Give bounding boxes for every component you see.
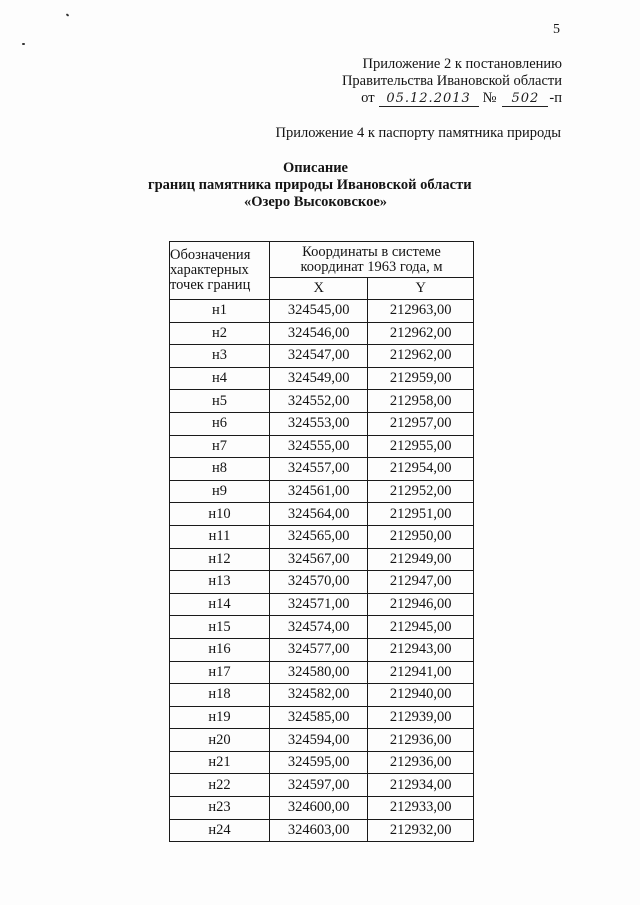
y-coordinate-cell: 212943,00: [368, 638, 474, 661]
y-coordinate-cell: 212933,00: [368, 797, 474, 820]
table-row: [170, 638, 474, 661]
table-row: [170, 300, 474, 323]
y-coordinate-cell: 212952,00: [368, 480, 474, 503]
x-coordinate-cell: 324545,00: [270, 300, 368, 323]
table-row: [170, 729, 474, 752]
y-coordinate-cell: 212940,00: [368, 684, 474, 707]
y-coordinate-cell: 212963,00: [368, 300, 474, 323]
title-line-1: Описание: [283, 160, 348, 176]
table-row: [170, 525, 474, 548]
y-coordinate-cell: 212939,00: [368, 706, 474, 729]
table-row: [170, 503, 474, 526]
y-coordinate-cell: 212941,00: [368, 661, 474, 684]
number-suffix: -п: [549, 90, 562, 106]
scan-speck: [66, 13, 70, 16]
document-title: [0, 160, 640, 211]
x-coordinate-cell: 324557,00: [270, 458, 368, 481]
y-coordinate-cell: 212955,00: [368, 435, 474, 458]
passport-appendix: Приложение 4 к паспорту памятника природы: [275, 125, 561, 141]
y-coordinate-cell: 212934,00: [368, 774, 474, 797]
table-row: [170, 548, 474, 571]
point-mark-cell: н9: [170, 480, 270, 503]
decree-date-line: [342, 90, 562, 107]
point-mark-cell: н1: [170, 300, 270, 323]
table-row: [170, 661, 474, 684]
table-row: [170, 345, 474, 368]
point-mark-cell: н20: [170, 729, 270, 752]
table-row: [170, 797, 474, 820]
y-coordinate-cell: 212945,00: [368, 616, 474, 639]
x-coordinate-cell: 324555,00: [270, 435, 368, 458]
x-coordinate-cell: 324594,00: [270, 729, 368, 752]
x-coordinate-cell: 324582,00: [270, 684, 368, 707]
point-mark-cell: н3: [170, 345, 270, 368]
table-row: [170, 322, 474, 345]
x-coordinate-cell: 324574,00: [270, 616, 368, 639]
x-coordinate-cell: 324552,00: [270, 390, 368, 413]
table-row: [170, 684, 474, 707]
point-mark-cell: н10: [170, 503, 270, 526]
point-mark-cell: н18: [170, 684, 270, 707]
x-coordinate-cell: 324577,00: [270, 638, 368, 661]
point-mark-cell: н7: [170, 435, 270, 458]
title-line-2: границ памятника природы Ивановской области: [148, 177, 472, 193]
table-row: [170, 480, 474, 503]
x-coordinate-cell: 324564,00: [270, 503, 368, 526]
point-mark-cell: н2: [170, 322, 270, 345]
appendix-title: Приложение 2 к постановлению: [362, 56, 562, 72]
point-mark-cell: н8: [170, 458, 270, 481]
x-coordinate-cell: 324580,00: [270, 661, 368, 684]
decree-number: 502: [502, 92, 548, 107]
x-coordinate-cell: 324595,00: [270, 751, 368, 774]
number-label: №: [482, 90, 497, 106]
point-mark-cell: н21: [170, 751, 270, 774]
point-mark-cell: н22: [170, 774, 270, 797]
table-row: [170, 458, 474, 481]
x-coordinate-cell: 324549,00: [270, 367, 368, 390]
point-mark-cell: н14: [170, 593, 270, 616]
table-row: [170, 367, 474, 390]
column-header-y: Y: [368, 278, 474, 300]
x-coordinate-cell: 324603,00: [270, 819, 368, 842]
column-header-x: X: [270, 278, 368, 300]
y-coordinate-cell: 212949,00: [368, 548, 474, 571]
decree-date: 05.12.2013: [379, 92, 479, 107]
x-coordinate-cell: 324570,00: [270, 571, 368, 594]
point-mark-cell: н16: [170, 638, 270, 661]
column-header-system: Координаты в системе координат 1963 года, м: [270, 242, 474, 278]
y-coordinate-cell: 212957,00: [368, 412, 474, 435]
x-coordinate-cell: 324561,00: [270, 480, 368, 503]
x-coordinate-cell: 324571,00: [270, 593, 368, 616]
y-coordinate-cell: 212954,00: [368, 458, 474, 481]
coordinates-table: [169, 241, 474, 842]
y-coordinate-cell: 212947,00: [368, 571, 474, 594]
y-coordinate-cell: 212946,00: [368, 593, 474, 616]
table-row: [170, 706, 474, 729]
point-mark-cell: н15: [170, 616, 270, 639]
point-mark-cell: н4: [170, 367, 270, 390]
y-coordinate-cell: 212936,00: [368, 729, 474, 752]
table-row: [170, 751, 474, 774]
point-mark-cell: н11: [170, 525, 270, 548]
point-mark-cell: н5: [170, 390, 270, 413]
y-coordinate-cell: 212962,00: [368, 322, 474, 345]
y-coordinate-cell: 212951,00: [368, 503, 474, 526]
page-number: 5: [553, 22, 560, 37]
government-name: Правительства Ивановской области: [341, 73, 562, 89]
table-row: [170, 435, 474, 458]
y-coordinate-cell: 212962,00: [368, 345, 474, 368]
point-mark-cell: н24: [170, 819, 270, 842]
y-coordinate-cell: 212950,00: [368, 525, 474, 548]
y-coordinate-cell: 212932,00: [368, 819, 474, 842]
y-coordinate-cell: 212936,00: [368, 751, 474, 774]
x-coordinate-cell: 324597,00: [270, 774, 368, 797]
title-line-3: «Озеро Высоковское»: [244, 194, 388, 210]
point-mark-cell: н23: [170, 797, 270, 820]
table-row: [170, 593, 474, 616]
table-row: [170, 616, 474, 639]
table-row: [170, 819, 474, 842]
table-row: [170, 390, 474, 413]
table-row: [170, 774, 474, 797]
y-coordinate-cell: 212958,00: [368, 390, 474, 413]
point-mark-cell: н17: [170, 661, 270, 684]
y-coordinate-cell: 212959,00: [368, 367, 474, 390]
x-coordinate-cell: 324546,00: [270, 322, 368, 345]
table-row: [170, 571, 474, 594]
x-coordinate-cell: 324553,00: [270, 412, 368, 435]
point-mark-cell: н19: [170, 706, 270, 729]
x-coordinate-cell: 324547,00: [270, 345, 368, 368]
point-mark-cell: н13: [170, 571, 270, 594]
x-coordinate-cell: 324567,00: [270, 548, 368, 571]
scan-speck: [22, 43, 25, 45]
table-row: [170, 412, 474, 435]
date-prefix: от: [361, 90, 375, 106]
coordinates-body: [170, 300, 474, 842]
appendix-header: [342, 56, 562, 107]
x-coordinate-cell: 324600,00: [270, 797, 368, 820]
column-header-marks: Обозначения характерных точек границ: [170, 242, 270, 300]
point-mark-cell: н6: [170, 412, 270, 435]
x-coordinate-cell: 324565,00: [270, 525, 368, 548]
point-mark-cell: н12: [170, 548, 270, 571]
x-coordinate-cell: 324585,00: [270, 706, 368, 729]
